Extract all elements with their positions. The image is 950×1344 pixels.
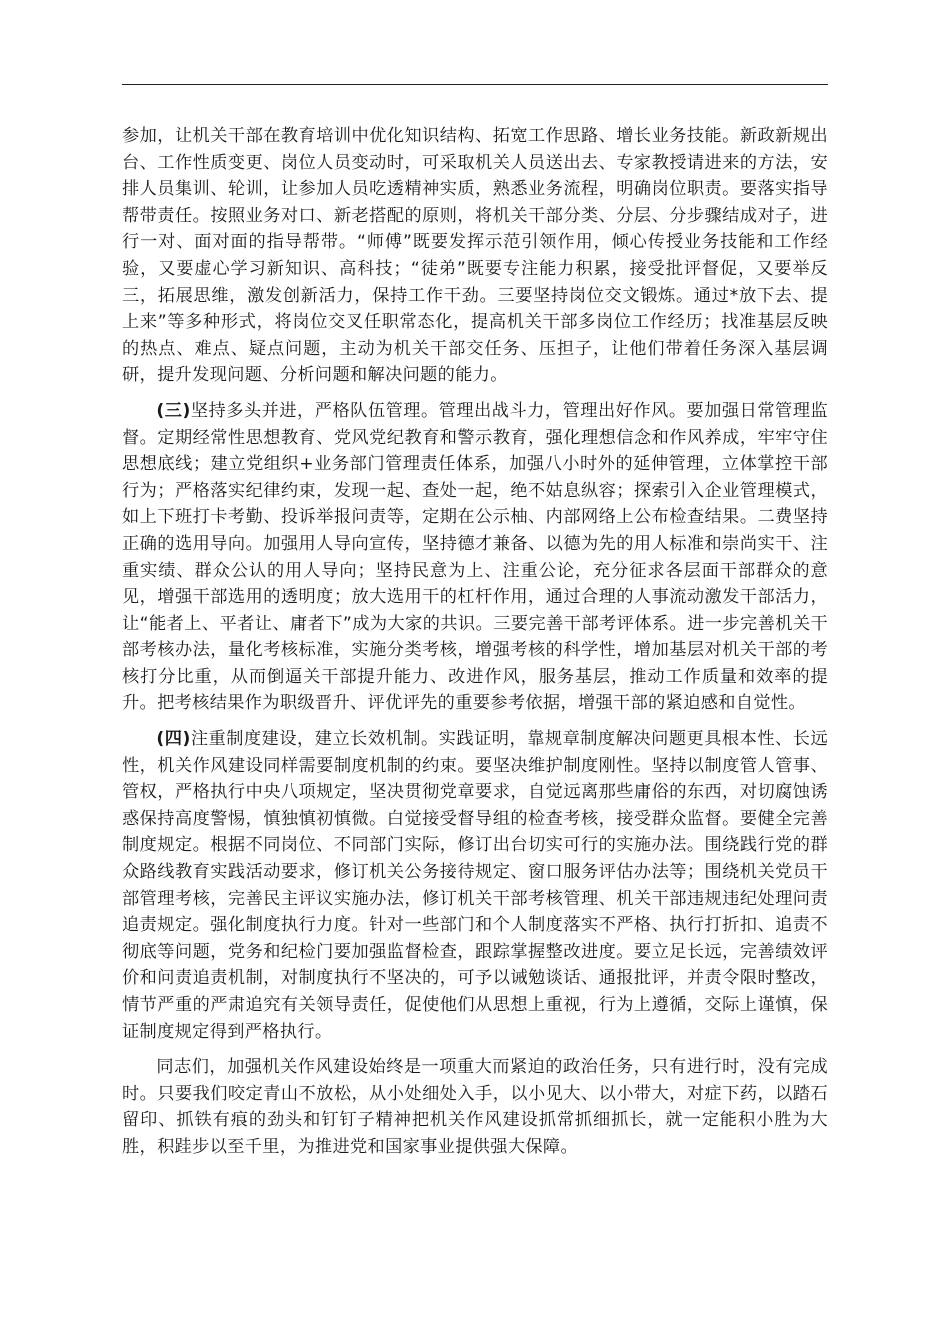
section-number: (三) xyxy=(156,400,191,421)
paragraph-section-four xyxy=(122,726,828,1045)
paragraph-text: 参加，让机关干部在教育培训中优化知识结构、拓宽工作思路、增长业务技能。新政新规出台、工作性质变更、岗位人员变动时，可采取机关人员送出去、专家教授请进来的方法，安排人员集训、轮训，让参加人员吃透精神实质，熟悉业务流程，明确岗位职责。要落实指导帮带责任。按照业务对口、新老搭配的原则，将机关干部分类、分层、分步骤结成对子，进行一对、面对面的指导帮带。“师傅”既要发挥示范引领作用，倾心传授业务技能和工作经验，又要虚心学习新知识、高科技；“徒弟”既要专注能力积累，接受批评督促，又要举反三，拓展思维，激发创新活力，保持工作干劲。三要坚持岗位交文锻炼。通过*放下去、提上来”等多种形式，将岗位交叉任职常态化，提高机关干部多岗位工作经历；找准基层反映的热点、难点、疑点问题，主动为机关干部交任务、压担子，让他们带着任务深入基层调研，提升发现问题、分析问题和解决问题的能力。 xyxy=(122,126,828,386)
paragraph-training-continued xyxy=(122,123,828,389)
paragraph-text: 注重制度建设，建立长效机制。实践证明，靠规章制度解决问题更具根本性、长远性，机关作风建设同样需要制度机制的约束。要坚决维护制度刚性。坚持以制度管人管事、管权，严格执行中央八项规定，坚决贯彻党章要求，自觉远离那些庸俗的东西，对切腐蚀诱惑保持高度警惕，慎独慎初慎微。白觉接受督导组的检查考核，接受群众监督。要健全完善制度规定。根据不同岗位、不同部门实际，修订出台切实可行的实施办法。围绕践行党的群众路线教育实践活动要求，修订机关公务接待规定、窗口服务评估办法等；围绕机关党员干部管理考核，完善民主评议实施办法，修订机关干部考核管理、机关干部违规违纪处理问责追责规定。强化制度执行力度。针对一些部门和个人制度落实不严格、执行打折扣、追责不彻底等问题，党务和纪检门要加强监督检查，跟踪掌握整改进度。要立足长远，完善绩效评价和问责追责机制，对制度执行不坚决的，可予以诫勉谈话、通报批评，并责令限时整改，情节严重的严肃追究有关领导责任，促使他们从思想上重视，行为上遵循，交际上谨慎，保证制度规定得到严格执行。 xyxy=(122,729,828,1042)
paragraph-conclusion xyxy=(122,1054,828,1160)
paragraph-text: 同志们，加强机关作风建设始终是一项重大而紧迫的政治任务，只有进行时，没有完成时。只要我们咬定青山不放松，从小处细处入手，以小见大、以小带大，对症下药，以踏石留印、抓铁有痕的劲头和钉钉子精神把机关作风建设抓常抓细抓长，就一定能积小胜为大胜，积跬步以至千里，为推进党和国家事业提供强大保障。 xyxy=(122,1057,828,1157)
document-body xyxy=(122,123,828,1170)
section-number: (四) xyxy=(156,729,191,750)
paragraph-section-three xyxy=(122,398,828,717)
header-rule xyxy=(122,84,828,85)
paragraph-text: 坚持多头并进，严格队伍管理。管理出战斗力，管理出好作风。要加强日常管理监督。定期经常性思想教育、党风党纪教育和警示教育，强化理想信念和作风养成，牢牢守住思想底线；建立党组织+业务部门管理责任体系，加强八小时外的延伸管理，立体掌控干部行为；严格落实纪律约束，发现一起、查处一起，绝不姑息纵容；探索引入企业管理模式，如上下班打卡考勤、投诉举报问责等，定期在公示柚、内部网络上公布检查结果。二费坚持正确的选用导向。加强用人导向宣传，坚持德才兼备、以德为先的用人标准和崇尚实干、注重实绩、群众公认的用人导向；坚持民意为上、注重公论，充分征求各层面干部群众的意见，增强干部选用的透明度；放大选用干的杠杆作用，通过合理的人事流动激发干部活力，让“能者上、平者让、庸者下”成为大家的共识。三要完善干部考评体系。进一步完善机关干部考核办法，量化考核标准，实施分类考核，增强考核的科学性，增加基层对机关干部的考核打分比重，从而倒逼关干部提升能力、改进作风，服务基层，推动工作质量和效率的提升。把考核结果作为职级晋升、评优评先的重要参考依据，增强干部的紧迫感和自觉性。 xyxy=(122,400,828,714)
